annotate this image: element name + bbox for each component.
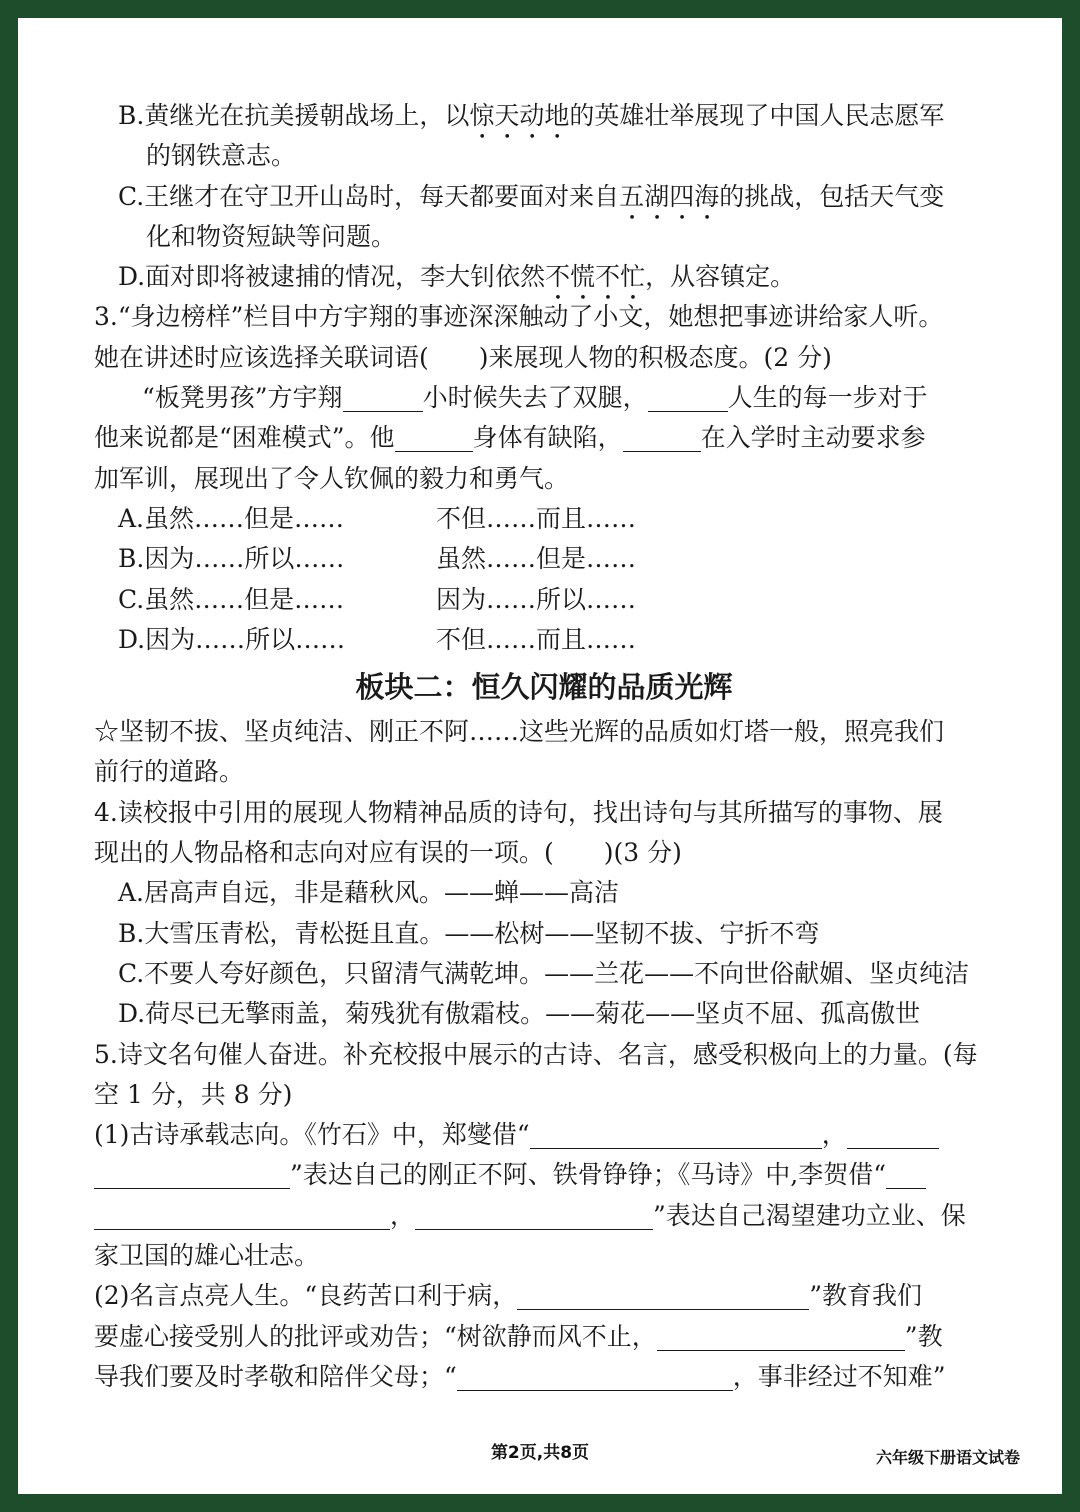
q5-text: 导我们要及时孝敬和陪伴父母；“ (94, 1361, 457, 1391)
q3-option-a-left: A.虽然……但是…… (118, 503, 345, 533)
q5-text: ”表达自己的刚正不阿、铁骨铮铮；《马诗》中,李贺借“ (290, 1160, 887, 1190)
q5-part1-line-3 (94, 1196, 994, 1236)
q5-text: ”教育我们 (809, 1281, 922, 1311)
q5-blank-3a[interactable] (886, 1158, 926, 1189)
q2-option-c (94, 177, 994, 217)
q3-option-c[interactable] (94, 580, 994, 620)
q3-passage-text: 人生的每一步对于 (727, 383, 928, 413)
q5-part2-line-2 (94, 1317, 994, 1357)
q5-text: ， (821, 1120, 847, 1150)
q3-option-d-right: 不但……而且…… (436, 624, 637, 654)
q2-b-dotted-idiom: 惊天动地 (469, 101, 570, 130)
q3-option-c-right: 因为……所以…… (436, 584, 637, 614)
page-number: 第2页,共8页 (490, 1443, 590, 1463)
q3-option-a-right: 不但……而且…… (436, 503, 637, 533)
q5-part1-line-4: 家卫国的雄心壮志。 (94, 1241, 320, 1271)
q5-text: ，事非经过不知难” (732, 1361, 946, 1391)
q5-part2-line-1 (94, 1276, 994, 1316)
q5-text: ”表达自己渴望建功立业、保 (653, 1200, 966, 1230)
q5-part1-line-1 (94, 1115, 994, 1155)
q5-text: ”教 (904, 1321, 943, 1351)
q2-b-text-2: 的英雄壮举展现了中国人民志愿军 (569, 101, 945, 130)
section-2-title: 板块二：恒久闪耀的品质光辉 (355, 670, 733, 705)
q2-d-dotted-idiom: 不慌不忙 (545, 262, 646, 292)
q5-stem-line-2: 空 1 分，共 8 分) (94, 1079, 293, 1109)
exam-page (18, 18, 1062, 1494)
q2-option-c-cont: 化和物资短缺等问题。 (146, 221, 397, 251)
q4-stem-line-2: 现出的人物品格和志向对应有误的一项。( )(3 分) (94, 838, 682, 868)
q5-part2-line-3 (94, 1357, 994, 1397)
q5-blank-2a[interactable] (847, 1118, 939, 1149)
q3-option-d[interactable] (94, 620, 994, 660)
q3-passage-line-2 (94, 418, 994, 458)
q4-option-d[interactable]: D.荷尽已无擎雨盖，菊残犹有傲霜枝。——菊花——坚贞不屈、孤高傲世 (118, 999, 921, 1029)
q2-b-text-1: B.黄继光在抗美援朝战场上，以 (118, 101, 470, 130)
section-2-intro-line-1: ☆坚韧不拔、坚贞纯洁、刚正不阿……这些光辉的品质如灯塔一般，照亮我们 (94, 717, 945, 747)
q5-blank-5[interactable] (517, 1279, 809, 1310)
q2-d-text-1: D.面对即将被逮捕的情况，李大钊依然 (118, 262, 546, 292)
q5-text: (2)名言点亮人生。“良药苦口利于病， (94, 1281, 518, 1311)
q3-stem-line-1: 3.“身边榜样”栏目中方宇翔的事迹深深触动了小文，她想把事迹讲给家人听。 (94, 302, 944, 332)
q3-option-a[interactable] (94, 499, 994, 539)
q5-blank-3b[interactable] (94, 1199, 390, 1230)
q3-passage-text: 身体有缺陷， (472, 423, 623, 453)
q2-c-text-2: 的挑战，包括天气变 (719, 181, 945, 211)
q4-option-b[interactable]: B.大雪压青松，青松挺且直。——松树——坚韧不拔、宁折不弯 (118, 918, 820, 948)
q5-stem-line-1: 5.诗文名句催人奋进。补充校报中展示的古诗、名言，感受积极向上的力量。(每 (94, 1039, 978, 1069)
q2-option-d (94, 257, 994, 297)
q3-option-b[interactable] (94, 539, 994, 579)
q3-passage-text: 他来说都是“困难模式”。他 (94, 423, 395, 453)
q3-stem-line-2: 她在讲述时应该选择关联词语( )来展现人物的积极态度。(2 分) (94, 342, 832, 372)
q5-text: 要虚心接受别人的批评或劝告；“树欲静而风不止， (94, 1321, 657, 1351)
q2-d-text-2: ，从容镇定。 (645, 262, 796, 292)
q3-blank-4[interactable] (623, 421, 701, 452)
section-2-intro-line-2: 前行的道路。 (94, 757, 245, 787)
q3-option-c-left: C.虽然……但是…… (118, 584, 345, 614)
q3-blank-3[interactable] (395, 421, 473, 452)
q3-passage-line-3: 加军训，展现出了令人钦佩的毅力和勇气。 (94, 463, 570, 493)
q3-option-d-left: D.因为……所以…… (118, 624, 346, 654)
q2-option-b-cont: 的钢铁意志。 (146, 141, 297, 171)
q4-option-c[interactable]: C.不要人夸好颜色，只留清气满乾坤。——兰花——不向世俗献媚、坚贞纯洁 (118, 958, 970, 988)
q3-option-b-right: 虽然……但是…… (436, 544, 637, 574)
q5-blank-7[interactable] (457, 1360, 733, 1391)
q4-option-a[interactable]: A.居高声自远，非是藉秋风。——蝉——高洁 (118, 878, 620, 908)
page-content (94, 96, 994, 1397)
q5-text: ， (390, 1200, 416, 1230)
q5-blank-6[interactable] (657, 1320, 905, 1351)
q5-text: (1)古诗承载志向。《竹石》中，郑燮借“ (94, 1120, 530, 1150)
q5-part1-line-2 (94, 1155, 994, 1195)
q2-c-text-1: C.王继才在守卫开山岛时，每天都要面对来自 (118, 181, 620, 211)
q2-c-dotted-idiom: 五湖四海 (619, 181, 720, 211)
q2-option-b (94, 96, 994, 136)
q5-blank-4[interactable] (415, 1199, 653, 1230)
q3-blank-1[interactable] (343, 381, 423, 412)
q3-passage-text: 在入学时主动要求参 (700, 423, 926, 453)
q3-passage-text: 小时候失去了双腿， (422, 383, 648, 413)
q3-passage-line-1 (94, 378, 994, 418)
q3-blank-2[interactable] (648, 381, 728, 412)
q3-passage-text: “板凳男孩”方宇翔 (142, 383, 343, 413)
q4-stem-line-1: 4.读校报中引用的展现人物精神品质的诗句，找出诗句与其所描写的事物、展 (94, 797, 943, 827)
paper-title: 六年级下册语文试卷 (875, 1448, 1020, 1467)
q3-option-b-left: B.因为……所以…… (118, 544, 345, 574)
q5-blank-2b[interactable] (94, 1158, 290, 1189)
q5-blank-1[interactable] (530, 1118, 822, 1149)
